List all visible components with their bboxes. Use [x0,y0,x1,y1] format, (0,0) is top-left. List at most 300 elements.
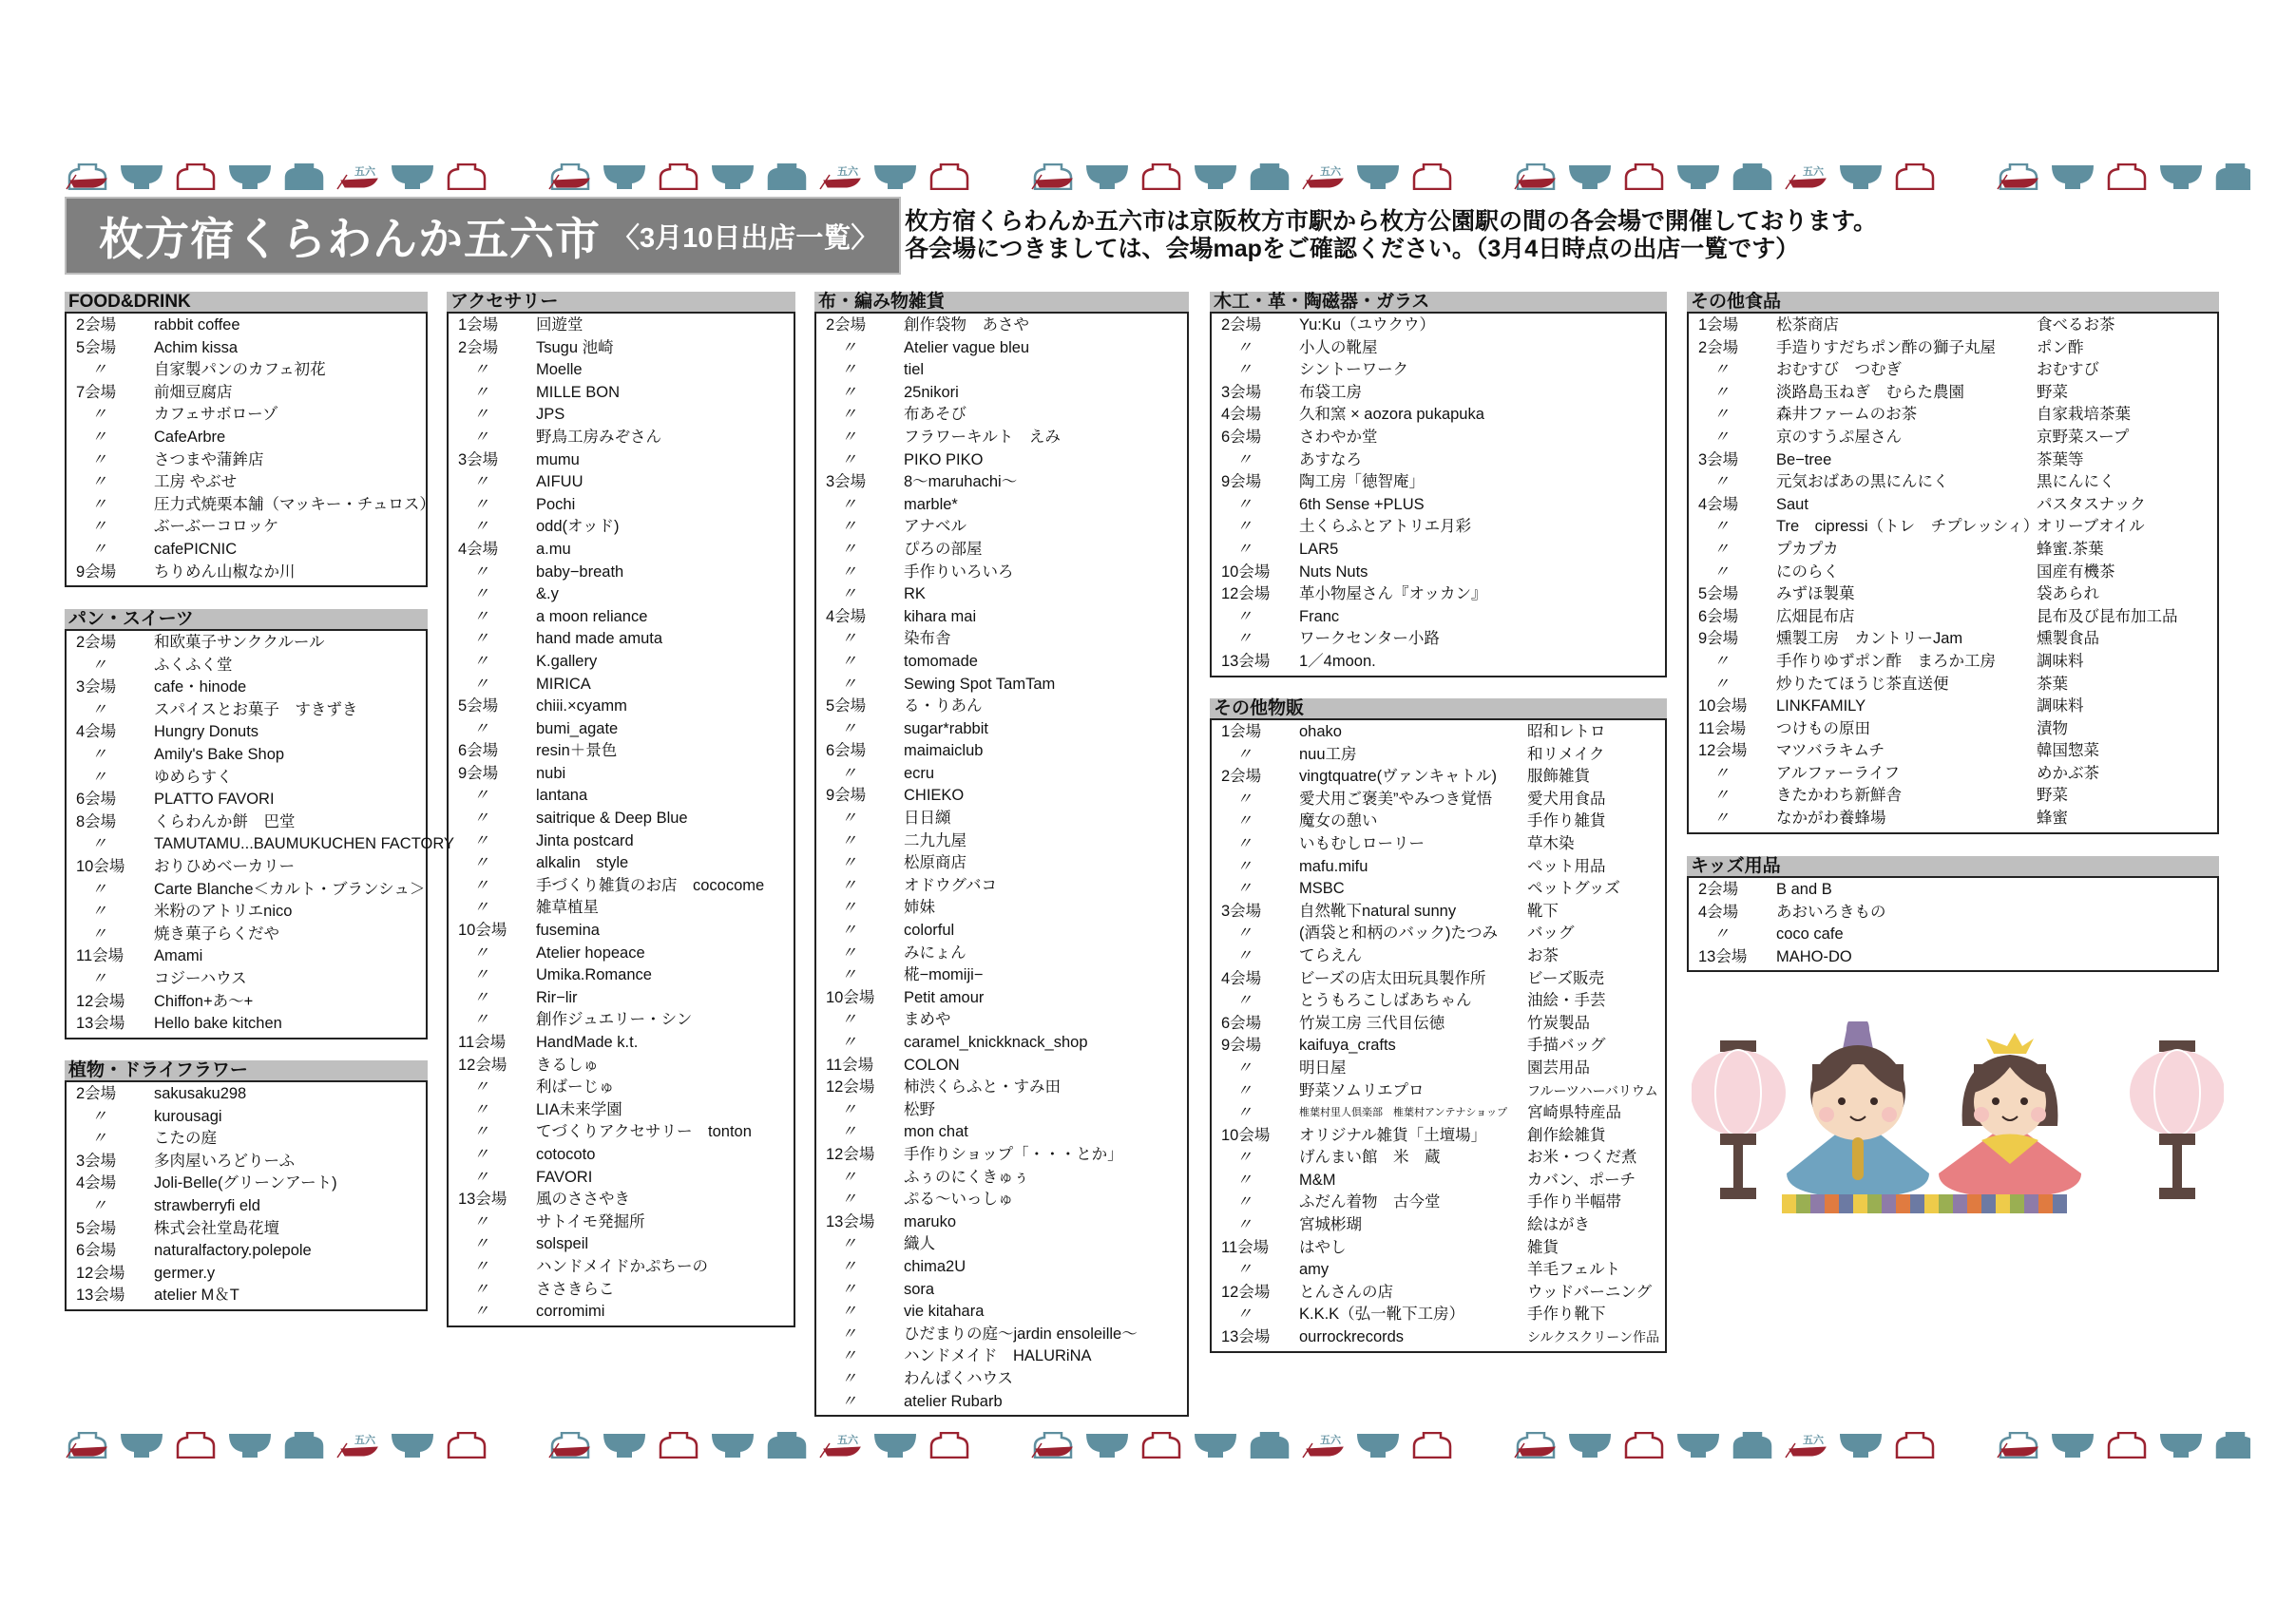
vendor-name: なかがわ養蜂場 [1776,810,1886,828]
bowl-icon [121,1434,163,1458]
vendor-row [1212,810,1665,833]
venue-label: 〃 [1236,992,1253,1010]
section-acc [447,292,795,1327]
vendor-row [67,721,426,744]
vendor-row [67,1195,426,1218]
vendor-row [1212,901,1665,924]
vendor-name: 土くらふとアトリエ月彩 [1299,518,1472,536]
vendor-row [1212,1013,1665,1036]
vendor-row [67,901,426,924]
vendor-row [449,449,794,472]
jar-icon [1734,1433,1770,1458]
vendor-row [816,315,1187,337]
vendor-name: 京のすうぷ屋さん [1776,428,1902,446]
vendor-name: kurousagi [154,1107,222,1125]
vendor-name: CHIEKO [904,787,965,805]
vendor-row [1212,1080,1665,1103]
mat-stripe [1953,1194,1967,1213]
venue-label: 〃 [841,719,857,737]
vendor-row [1689,763,2217,786]
vendor-category: バッグ [1527,925,1575,943]
bowl-icon [603,1434,645,1458]
vendor-name: vingtquatre(ヴァンキャトル) [1299,768,1497,786]
vendor-row [1689,583,2217,606]
venue-label: 13会場 [826,1212,875,1230]
vendor-row [816,1301,1187,1324]
bowl-icon [392,165,433,189]
venue-label: 〃 [1236,812,1253,830]
vendor-name: 広畑昆布店 [1776,607,1855,625]
vendor-category: ビーズ販売 [1527,969,1605,987]
vendor-name: kihara mai [904,607,977,625]
vendor-name: 愛犬用ご褒美”やみつき覚悟 [1299,790,1493,808]
vendor-row [449,583,794,606]
vendor-name: 明日屋 [1299,1058,1347,1077]
venue-label: 〃 [841,1011,857,1029]
bowl-icon [712,165,754,189]
mat-stripe [1810,1194,1825,1213]
vendor-row [67,449,426,472]
venue-label: 12会場 [1221,585,1271,603]
vendor-name: maruko [904,1212,957,1230]
vendor-row [816,852,1187,875]
venue-label: 〃 [841,1303,857,1321]
section-wood [1210,292,1667,677]
vendor-name: Carte Blanche＜カルト・ブランシュ＞ [154,880,426,898]
vendor-row [1212,1192,1665,1214]
venue-label: 〃 [473,787,489,805]
vendor-row [816,606,1187,629]
vendor-name: こたの庭 [154,1130,217,1148]
venue-label: 〃 [91,745,107,763]
vendor-row [67,1263,426,1286]
vendor-name: nubi [536,764,566,782]
vendor-name: はやし [1299,1238,1347,1256]
vendor-row [1689,628,2217,651]
vendor-name: サトイモ発掘所 [536,1212,645,1230]
vendor-category: ポン酢 [2037,338,2084,356]
vendor-row [1212,404,1665,427]
vendor-category: 竹炭製品 [1527,1014,1590,1032]
vendor-name: 創作袋物 あさや [904,316,1029,334]
vendor-row [816,875,1187,898]
mat-stripe [1882,1194,1896,1213]
venue-label: 〃 [1713,428,1730,446]
jar-icon [931,1433,967,1458]
vendor-row [1212,1058,1665,1080]
venue-label: 〃 [473,988,489,1006]
vendor-name: あすなろ [1299,450,1362,468]
venue-label: 9会場 [76,563,117,581]
vendor-row [1689,902,2217,925]
section-title: FOOD&DRINK [65,292,428,312]
venue-label: 〃 [1236,925,1253,943]
vendor-name: 圧力式焼栗本舗（マッキー・チュロス） [154,495,435,513]
vendor-category: おむすび [2037,361,2099,379]
venue-label: 〃 [473,1235,489,1253]
jar-icon [1626,164,1662,189]
vendor-row [816,897,1187,920]
vendor-name: きたかわち新鮮舎 [1776,787,1902,805]
vendor-name: 手づくり雑貨のお店 cococome [536,876,765,894]
vendor-name: CafeArbre [154,428,226,446]
vendor-name: いもむしローリー [1299,834,1425,852]
vendor-row [449,516,794,539]
venue-label: 9会場 [1698,630,1739,648]
vendor-name: HandMade k.t. [536,1034,639,1051]
vendor-row [1212,315,1665,337]
vendor-row [67,924,426,946]
section-title: パン・スイーツ [65,609,428,629]
vendor-row [67,382,426,405]
vendor-row [1212,382,1665,405]
venue-label: 〃 [841,518,857,536]
vendor-name: hand made amuta [536,630,663,648]
venue-label: 〃 [91,903,107,921]
vendor-name: みずほ製菓 [1776,585,1855,603]
vendor-row [449,943,794,965]
vendor-name: chiii.×cyamm [536,697,627,715]
vendor-row [449,920,794,943]
venue-label: 5会場 [76,338,117,356]
vendor-row [1212,1282,1665,1305]
vendor-row [816,628,1187,651]
vendor-name: sakusaku298 [154,1085,247,1102]
vendor-name: a.mu [536,540,571,558]
vendor-name: Rir−lir [536,988,578,1006]
venue-label: 〃 [1713,473,1730,491]
vendor-row [449,337,794,360]
section-title: 布・編み物雑貨 [814,292,1189,312]
vendor-name: JPS [536,406,565,424]
vendor-name: 松原商店 [904,854,966,872]
venue-label: 〃 [473,1303,489,1321]
jar-icon [1734,164,1770,189]
venue-label: 〃 [91,969,107,987]
jar-icon [1897,1433,1933,1458]
boat-logo-icon [1303,164,1343,189]
venue-label: 〃 [1236,745,1253,763]
intro-line: 枚方宿くらわんか五六市は京阪枚方市駅から枚方公園駅の間の各会場で開催しております。 [905,208,1878,235]
vendor-row [1212,990,1665,1013]
bowl-icon [2052,1434,2094,1458]
vendor-name: 松茶商店 [1776,316,1839,334]
vendor-name: chima2U [904,1257,966,1275]
vendor-name: coco cafe [1776,925,1844,944]
vendor-name: Hello bake kitchen [154,1015,282,1033]
vendor-row [67,1173,426,1195]
venue-label: 〃 [91,428,107,446]
section-title: キッズ用品 [1687,856,2219,876]
venue-label: 〃 [473,831,489,849]
odairi-sama-doll-icon [1787,1021,1929,1197]
venue-label: 〃 [841,585,857,603]
vendor-name: 工房 やぶせ [154,473,238,491]
section-title: 植物・ドライフラワー [65,1060,428,1080]
ohina-sama-doll-icon [1939,1033,2081,1197]
jar-icon [286,1433,322,1458]
vendor-name: RK [904,585,926,603]
vendor-name: 米粉のアトリエnico [154,903,293,921]
venue-label: 〃 [1713,518,1730,536]
bowl-icon [874,165,916,189]
venue-label: 〃 [91,518,107,536]
vendor-row [67,1285,426,1307]
venue-label: 4会場 [76,1174,117,1192]
vendor-row [67,945,426,968]
venue-label: 10会場 [1698,697,1748,715]
venue-label: 〃 [91,450,107,468]
bowl-icon [1086,1434,1128,1458]
venue-label: 〃 [1236,450,1253,468]
vendor-list [65,629,454,1039]
vendor-row [449,1144,794,1167]
vendor-name: 姉妹 [904,899,935,917]
vendor-name: つけもの原田 [1776,719,1870,737]
vendor-row [816,471,1187,494]
venue-label: 〃 [1236,880,1253,898]
venue-label: 〃 [473,810,489,828]
vendor-name: とんさんの店 [1299,1283,1393,1301]
vendor-category: 野菜 [2037,787,2068,805]
vendor-category: 燻製食品 [2037,630,2099,648]
vendor-row [449,1055,794,1077]
venue-label: 〃 [473,383,489,401]
jar-icon [549,164,589,189]
venue-label: 〃 [841,563,857,581]
vendor-category: 園芸用品 [1527,1058,1590,1077]
venue-label: 〃 [91,1130,107,1148]
venue-label: 7会場 [76,383,117,401]
vendor-row [67,516,426,539]
venue-label: 12会場 [458,1056,507,1074]
vendor-row [816,1009,1187,1032]
jar-icon [1515,1433,1555,1458]
venue-label: 〃 [841,1235,857,1253]
venue-label: 〃 [91,925,107,943]
venue-label: 〃 [91,700,107,718]
vendor-row [816,404,1187,427]
venue-label: 〃 [1713,787,1730,805]
venue-label: 12会場 [826,1078,875,1097]
venue-label: 〃 [1713,563,1730,581]
vendor-row [67,879,426,902]
vendor-name: kaifuya_crafts [1299,1037,1396,1055]
vendor-name: 風のささやき [536,1191,630,1209]
vendor-list [1210,312,1667,677]
venue-label: 〃 [841,495,857,513]
jar-icon [67,164,106,189]
venue-label: 1会場 [1698,316,1739,334]
bowl-icon [1569,165,1611,189]
venue-label: 4会場 [826,607,867,625]
venue-label: 〃 [91,406,107,424]
vendor-row [1212,516,1665,539]
venue-label: 2会場 [1698,338,1739,356]
svg-text:五六: 五六 [354,166,375,178]
venue-label: 〃 [473,876,489,894]
vendor-name: baby−breath [536,563,624,581]
vendor-name: 久和窯 × aozora pukapuka [1299,406,1484,424]
vendor-name: mumu [536,450,580,468]
vendor-category: 自家栽培茶葉 [2037,406,2131,424]
section-kids [1687,856,2219,972]
venue-label: 〃 [1713,925,1730,944]
venue-label: 〃 [841,1369,857,1387]
svg-text:五六: 五六 [1803,166,1824,178]
vendor-row [816,1256,1187,1279]
vendor-category: 昭和レトロ [1527,723,1606,740]
vendor-row [449,674,794,696]
venue-label: 4会場 [1221,969,1262,987]
vendor-name: tiel [904,361,925,379]
vendor-name: わんぱくハウス [904,1369,1014,1387]
vendor-name: シントーワーク [1299,361,1409,379]
venue-label: 〃 [1236,1104,1253,1122]
vendor-row [449,740,794,763]
venue-label: 10会場 [826,988,875,1006]
vendor-row [1689,359,2217,382]
venue-label: 11会場 [76,947,124,965]
hina-dolls-illustration [1692,1021,2224,1268]
svg-text:五六: 五六 [1320,166,1341,178]
venue-label: 〃 [841,1325,857,1343]
vendor-name: コジーハウス [154,969,247,987]
svg-text:五六: 五六 [1320,1435,1341,1446]
venue-label: 10会場 [1221,1126,1271,1144]
boat-logo-icon [337,164,377,189]
venue-label: 〃 [473,1257,489,1275]
bowl-icon [1677,165,1719,189]
vendor-name: 手造りすだちポン酢の獅子丸屋 [1776,338,1996,356]
bowl-icon [1357,1434,1399,1458]
vendor-name: 和欧菓子サンククルール [154,634,325,651]
vendor-category: パスタスナック [2037,495,2146,513]
vendor-category: 調味料 [2037,697,2084,715]
mat-stripe [1796,1194,1810,1213]
vendor-row [1212,539,1665,562]
vendor-category: 調味料 [2037,652,2084,670]
vendor-name: 布あそび [904,406,966,424]
vendor-category: 京野菜スープ [2037,428,2130,446]
vendor-name: 陶工房「徳智庵」 [1299,473,1425,491]
vendor-name: corromimi [536,1303,605,1321]
venue-label: 〃 [1236,1149,1253,1167]
venue-label: 12会場 [826,1145,875,1163]
vendor-name: AIFUU [536,473,584,491]
venue-label: 4会場 [1698,903,1739,921]
vendor-name: ささきらこ [536,1280,615,1298]
vendor-row [67,856,426,879]
vendor-row [449,315,794,337]
vendor-name: mafu.mifu [1299,857,1368,875]
vendor-row [816,920,1187,943]
boat-logo-icon [1303,1433,1343,1458]
vendor-row [816,651,1187,674]
vendor-name: おむすび つむぎ [1776,361,1902,379]
venue-label: 2会場 [1221,316,1262,334]
vendor-name: atelier Rubarb [904,1392,1003,1410]
venue-label: 6会場 [76,1242,117,1260]
vendor-name: ecru [904,764,935,782]
vendor-row [816,740,1187,763]
jar-icon [178,164,214,189]
venue-label: 2会場 [76,316,117,334]
vendor-row [1689,427,2217,449]
vendor-row [816,337,1187,360]
vendor-name: K.K.K（弘一靴下工房） [1299,1306,1465,1324]
mat-stripe [1867,1194,1882,1213]
vendor-row [1689,651,2217,674]
vendor-row [449,718,794,741]
venue-label: 9会場 [1221,1037,1262,1055]
vendor-name: みにょん [904,944,966,962]
vendor-name: naturalfactory.polepole [154,1242,312,1260]
venue-label: 〃 [1713,540,1730,558]
bowl-icon [603,165,645,189]
venue-label: 〃 [1236,1058,1253,1077]
vendor-name: MILLE BON [536,383,621,401]
vendor-name: 二九九屋 [904,831,966,849]
vendor-category: 絵はがき [1527,1216,1590,1234]
vendor-row [449,964,794,987]
vendor-name: アナベル [904,518,966,536]
vendor-name: alkalin style [536,854,629,872]
jar-icon [1998,164,2038,189]
vendor-list [814,312,1189,1417]
vendor-row [449,404,794,427]
vendor-row [1212,427,1665,449]
vendor-name: 元気おばあの黒にんにく [1776,473,1949,491]
vendor-name: marble* [904,495,958,513]
vendor-row [1212,562,1665,584]
vendor-name: Umika.Romance [536,966,652,984]
lantern-right-icon [2130,1040,2224,1199]
vendor-row [816,987,1187,1010]
vendor-row [1212,606,1665,629]
mat-stripe [2010,1194,2024,1213]
vendor-row [816,1189,1187,1211]
venue-label: 〃 [841,854,857,872]
vendor-name: ゆめらすく [154,768,233,786]
venue-label: 4会場 [1221,406,1262,424]
vendor-name: B and B [1776,881,1832,898]
boat-logo-icon [1786,164,1826,189]
vendor-category: 創作絵雑貨 [1527,1126,1606,1144]
venue-label: 〃 [1236,1261,1253,1279]
venue-label: 〃 [473,1011,489,1029]
vendor-row [1212,1147,1665,1170]
venue-label: 〃 [1713,361,1730,379]
lantern-left-icon [1692,1040,1786,1199]
vendor-row [1212,359,1665,382]
venue-label: 2会場 [1698,881,1739,898]
venue-label: 〃 [473,607,489,625]
vendor-category: 草木染 [1527,834,1575,852]
vendor-name: 前畑豆腐店 [154,383,233,401]
venue-label: 〃 [841,383,857,401]
vendor-row [449,1233,794,1256]
venue-label: 〃 [841,876,857,894]
venue-label: 12会場 [76,1264,125,1282]
venue-label: 〃 [1236,495,1253,513]
jar-icon [660,1433,697,1458]
vendor-row [816,1167,1187,1190]
vendor-category: 手作り半幅帯 [1527,1193,1621,1211]
vendor-name: strawberryfi eld [154,1196,260,1214]
venue-label: 〃 [841,764,857,782]
section-food [65,292,435,587]
